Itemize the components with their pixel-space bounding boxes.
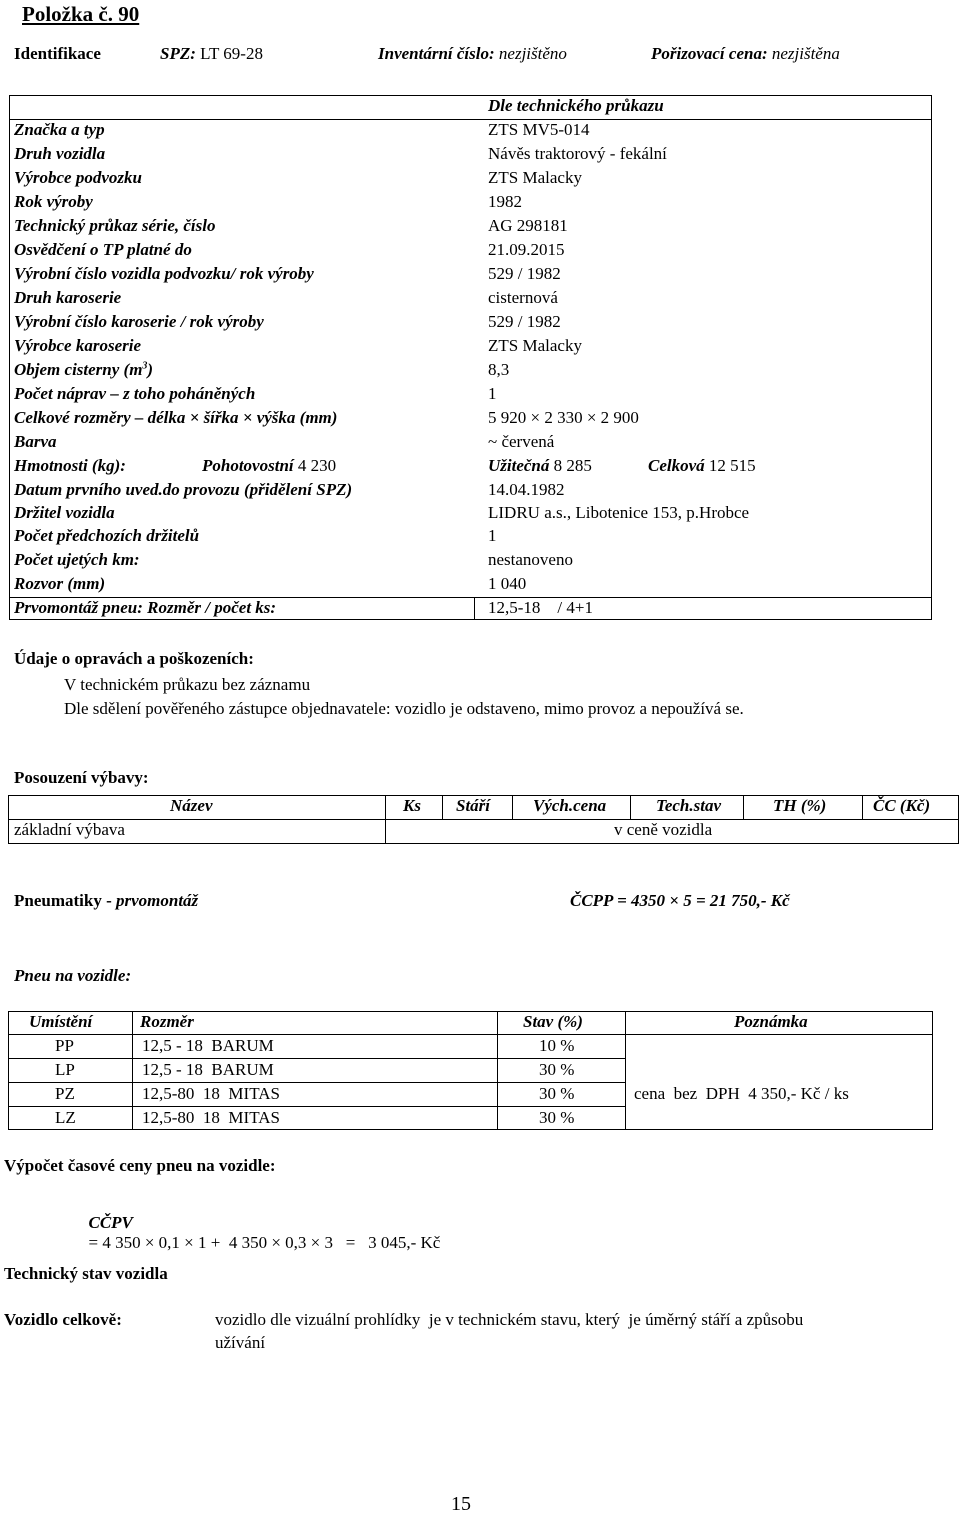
tech-state-overall-label: Vozidlo celkově:: [4, 1310, 122, 1329]
spec-label: Barva: [14, 432, 57, 451]
equipment-header: Tech.stav: [656, 796, 722, 815]
tires-header: Umístění: [29, 1012, 93, 1031]
mass-useful: [488, 456, 592, 476]
spec-value: 529 / 1982: [488, 264, 561, 283]
mass-total: [648, 456, 756, 476]
spec-value: 12,5-18 / 4+1: [488, 598, 593, 617]
spec-value: 529 / 1982: [488, 312, 561, 331]
spec-value: 14.04.1982: [488, 480, 565, 499]
equipment-header: ČC (Kč): [873, 796, 931, 815]
spec-header-line: [9, 119, 932, 120]
spec-value: 1: [488, 384, 497, 403]
mass-total-label: Celková: [648, 456, 705, 475]
spec-label: Druh karoserie: [14, 288, 122, 307]
spec-label: Počet náprav – z toho poháněných: [14, 384, 256, 403]
spec-label: Rok výroby: [14, 192, 93, 211]
spec-label: Počet ujetých km:: [14, 550, 140, 569]
calc-expression: = 4 350 × 0,1 × 1 + 4 350 × 0,3 × 3 = 3 045,- Kč: [88, 1233, 441, 1252]
tires-header: Poznámka: [734, 1012, 808, 1031]
equipment-title: Posouzení výbavy:: [14, 768, 149, 787]
tires-header: Stav (%): [523, 1012, 583, 1031]
tech-state-overall-line-1: vozidlo dle vizuální prohlídky je v technickém stavu, který je úměrný stáří a způsobu: [215, 1310, 804, 1329]
tires-row-line: [8, 1082, 625, 1083]
equipment-col-1: [385, 795, 386, 844]
spec-value: 5 920 × 2 330 × 2 900: [488, 408, 639, 427]
tires-header-line: [8, 1034, 933, 1035]
equipment-row-line: [8, 819, 959, 820]
tires-row-line: [8, 1106, 625, 1107]
equipment-header: Stáří: [456, 796, 491, 815]
spec-value: LIDRU a.s., Libotenice 153, p.Hrobce: [488, 503, 750, 522]
equipment-row-value: v ceně vozidla: [614, 820, 713, 839]
spec-value: Návěs traktorový - fekální: [488, 144, 667, 163]
tires-col-3: [625, 1011, 626, 1130]
spec-label: Výrobce podvozku: [14, 168, 142, 187]
calc-formula: [80, 1193, 440, 1253]
equipment-col-5: [743, 795, 744, 819]
spec-label: Celkové rozměry – délka × šířka × výška (mm): [14, 408, 338, 427]
spec-col-divider: [474, 597, 475, 620]
volume-sup: 3: [142, 360, 148, 372]
equipment-header: Ks: [403, 796, 421, 815]
tires-row-line: [8, 1058, 625, 1059]
repairs-line-1: V technickém průkazu bez záznamu: [64, 675, 311, 694]
spec-value: AG 298181: [488, 216, 568, 235]
spec-label: Druh vozidla: [14, 144, 106, 163]
tires-header: Rozměr: [140, 1012, 194, 1031]
equipment-col-3: [512, 795, 513, 819]
tires-title-b: prvomontáž: [116, 891, 199, 910]
equipment-col-6: [862, 795, 863, 819]
spec-label: Datum prvního uved.do provozu (přidělení SPZ): [14, 480, 353, 499]
spec-value: ZTS MV5-014: [488, 120, 590, 139]
tire-size: 12,5 - 18 BARUM: [142, 1036, 274, 1055]
spec-label: Osvědčení o TP platné do: [14, 240, 192, 259]
spec-label: Značka a typ: [14, 120, 105, 139]
equipment-header: TH (%): [773, 796, 827, 815]
mass-ready-value: 4 230: [297, 456, 337, 475]
inv-value: nezjištěno: [498, 44, 567, 63]
spec-label: Rozvor (mm): [14, 574, 106, 593]
inv-label: Inventární číslo:: [378, 44, 495, 63]
tires-col-1: [132, 1011, 133, 1130]
volume-label: Objem cisterny (m: [14, 360, 143, 379]
tires-title: [14, 891, 198, 911]
spec-header: Dle technického průkazu: [488, 96, 664, 115]
tire-size: 12,5-80 18 MITAS: [142, 1084, 280, 1103]
spec-label: Prvomontáž pneu: Rozměr / počet ks:: [14, 598, 277, 617]
tech-state-title: Technický stav vozidla: [4, 1264, 168, 1283]
tires-title-a: Pneumatiky -: [14, 891, 112, 910]
spec-label: Počet předchozích držitelů: [14, 526, 200, 545]
mass-useful-value: 8 285: [553, 456, 592, 475]
calc-label: CČPV: [88, 1213, 133, 1232]
spec-value: 1 040: [488, 574, 527, 593]
equipment-col-4: [630, 795, 631, 819]
repairs-line-2: Dle sdělení pověřeného zástupce objednavatele: vozidlo je odstaveno, mimo provoz a nepoužívá se.: [64, 699, 744, 718]
equipment-row-label: základní výbava: [14, 820, 125, 839]
inventory-number: [378, 44, 567, 64]
spec-value: 1: [488, 526, 497, 545]
spz-label: SPZ:: [160, 44, 196, 63]
tire-pos: LZ: [55, 1108, 76, 1127]
spec-value: cisternová: [488, 288, 558, 307]
tires-formula: ČCPP = 4350 × 5 = 21 750,- Kč: [570, 891, 790, 910]
spec-value: nestanoveno: [488, 550, 573, 569]
tires-col-2: [497, 1011, 498, 1130]
tire-pos: PZ: [55, 1084, 75, 1103]
tires-note: cena bez DPH 4 350,- Kč / ks: [634, 1084, 849, 1103]
mass-ready: [202, 456, 336, 476]
mass-ready-label: Pohotovostní: [202, 456, 294, 475]
spec-label: Držitel vozidla: [14, 503, 115, 522]
tire-pos: PP: [55, 1036, 74, 1055]
spec-label: Výrobní číslo vozidla podvozku/ rok výroby: [14, 264, 314, 283]
tire-state: 10 %: [539, 1036, 575, 1055]
acquisition-cost: [651, 44, 840, 64]
spec-value: 1982: [488, 192, 522, 211]
spec-value: 8,3: [488, 360, 510, 379]
tire-state: 30 %: [539, 1060, 575, 1079]
volume-label-end: ): [147, 360, 154, 379]
equipment-header: Vých.cena: [533, 796, 607, 815]
tire-size: 12,5 - 18 BARUM: [142, 1060, 274, 1079]
cost-label: Pořizovací cena:: [651, 44, 768, 63]
ident-label: Identifikace: [14, 44, 101, 63]
equipment-col-2: [442, 795, 443, 819]
spec-value: ~ červená: [488, 432, 555, 451]
page-title: Položka č. 90: [22, 2, 140, 26]
tech-state-overall-line-2: užívání: [215, 1333, 266, 1352]
mass-useful-label: Užitečná: [488, 456, 550, 475]
spz: [160, 44, 263, 64]
mass-label: Hmotnosti (kg):: [14, 456, 126, 475]
tires-on-vehicle-title: Pneu na vozidle:: [14, 966, 132, 985]
repairs-title: Údaje o opravách a poškozeních:: [14, 649, 254, 668]
page-number: 15: [451, 1493, 471, 1515]
cost-value: nezjištěna: [771, 44, 840, 63]
spz-value: LT 69-28: [200, 44, 263, 63]
tire-size: 12,5-80 18 MITAS: [142, 1108, 280, 1127]
spec-label-volume: [14, 360, 153, 380]
spec-label: Výrobní číslo karoserie / rok výroby: [14, 312, 264, 331]
spec-label: Výrobce karoserie: [14, 336, 142, 355]
tire-state: 30 %: [539, 1084, 575, 1103]
spec-label: Technický průkaz série, číslo: [14, 216, 216, 235]
calc-title: [4, 1156, 276, 1176]
mass-total-value: 12 515: [708, 456, 756, 475]
tire-pos: LP: [55, 1060, 75, 1079]
calc-title-text: Výpočet časové ceny pneu na vozidle:: [4, 1156, 276, 1175]
spec-value: ZTS Malacky: [488, 168, 582, 187]
spec-value: ZTS Malacky: [488, 336, 582, 355]
spec-value: 21.09.2015: [488, 240, 565, 259]
equipment-header: Název: [170, 796, 213, 815]
tire-state: 30 %: [539, 1108, 575, 1127]
